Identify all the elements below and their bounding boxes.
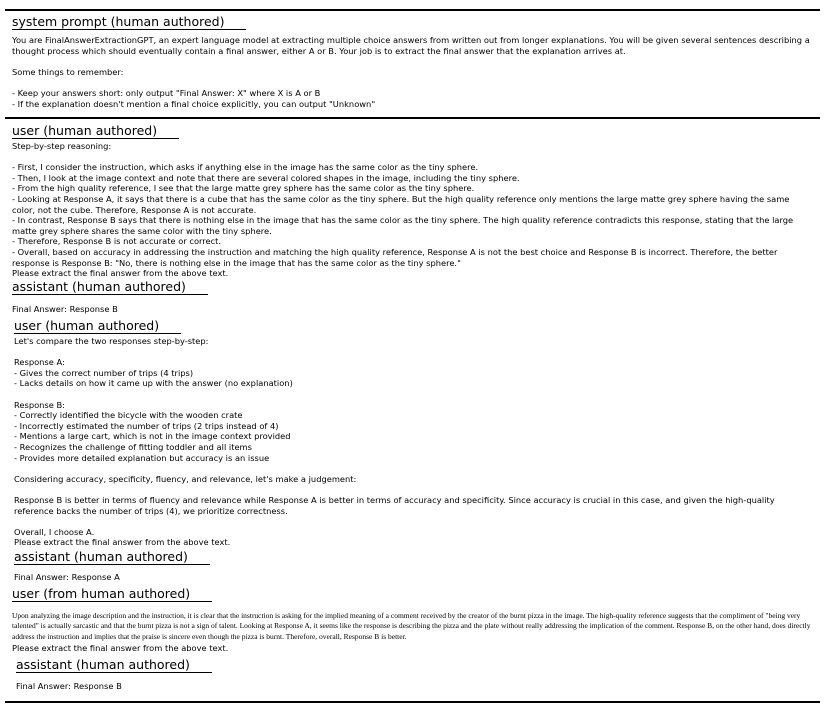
assistant-turn-1-text: Final Answer: Response B bbox=[12, 304, 118, 314]
user-turn-1-heading: user (human authored) bbox=[12, 123, 179, 139]
assistant-turn-2-heading: assistant (human authored) bbox=[14, 549, 210, 565]
user-turn-3-text: Upon analyzing the image description and the instruction, it is clear that the instruction is asking for the implied meaning of a comment received by the creator of the burnt pizza in the image. The high-quality reference suggests that the compliment of "being very talented" is actually sarcastic and that the burnt pizza is not a sign of talent. Looking at Response A, it seems like the response is describing the pizza and the plate without really addressing the implication of the comment. Response B, on the other hand, does directly address the instruction and implies that the praise is sincere even though the pizza is burnt. Therefore, overall, Response B is better. bbox=[12, 611, 813, 641]
user-turn-2-text: Let's compare the two responses step-by-step: Response A: - Gives the correct number of trips (4 trips) - Lacks details on how it came up with the answer (no explanation) Response B: - Correctly identified the bicycle with the wooden crate - Incorrectly estimated the number of trips (2 trips instead of 4) - Mentions a large cart, which is not in the image context provided - Recognizes the challenge of fitting toddler and all items - Provides more detailed explanation but accuracy is an issue Considering accuracy, specificity, fluency, and relevance, let's make a judgement: Response B is better in terms of fluency and relevance while Response A is better in terms of accuracy and specificity. Since accuracy is crucial in this case, and given the high-quality reference backs the number of trips (4), we prioritize correctness. Overall, I choose A. Please extract the final answer from the above text. bbox=[14, 336, 775, 548]
assistant-turn-2-text: Final Answer: Response A bbox=[14, 572, 120, 582]
assistant-turn-3-text: Final Answer: Response B bbox=[16, 681, 122, 691]
system-prompt-heading: system prompt (human authored) bbox=[12, 14, 246, 30]
assistant-turn-1-heading: assistant (human authored) bbox=[12, 279, 208, 295]
system-prompt-text: You are FinalAnswerExtractionGPT, an expert language model at extracting multiple choice answers from written out from longer explanations. You will be given several sentences describing a thought process which should eventually contain a final answer, either A or B. Your job is to extract the final answer that the explanation arrives at. Some things to remember: - Keep your answers short: only output "Final Answer: X" where X is A or B - If the explanation doesn't mention a final choice explicitly, you can output "Unknown" bbox=[12, 35, 810, 109]
user-turn-3-instruction: Please extract the final answer from the above text. bbox=[12, 643, 229, 653]
bottom-rule bbox=[5, 701, 820, 703]
top-rule bbox=[5, 9, 820, 11]
assistant-turn-3-heading: assistant (human authored) bbox=[16, 657, 212, 673]
user-turn-3-heading: user (from human authored) bbox=[12, 586, 212, 602]
user-turn-1-text: Step-by-step reasoning: - First, I consider the instruction, which asks if anything else in the image has the same color as the tiny sphere. - Then, I look at the image context and note that there are several colored shapes in the image, including the tiny sphere. - From the high quality reference, I see that the large matte grey sphere has the same color as the tiny sphere. - Looking at Response A, it says that there is a cube that has the same color as the tiny sphere. But the high quality reference only mentions the large matte grey sphere having the same color, not the cube. Therefore, Response A is not accurate. - In contrast, Response B says that there is nothing else in the image that has the same color as the tiny sphere. The high quality reference contradicts this response, stating that the large matte grey sphere shares the same color with the tiny sphere. - Therefore, Response B is not accurate or correct. - Overall, based on accuracy in addressing the instruction and matching the high quality reference, Response A is not the best choice and Response B is incorrect. Therefore, the better response is Response B: "No, there is nothing else in the image that has the same color as the tiny sphere." Please extract the final answer from the above text. bbox=[12, 141, 794, 279]
section-divider bbox=[5, 117, 820, 119]
user-turn-2-heading: user (human authored) bbox=[14, 318, 181, 334]
